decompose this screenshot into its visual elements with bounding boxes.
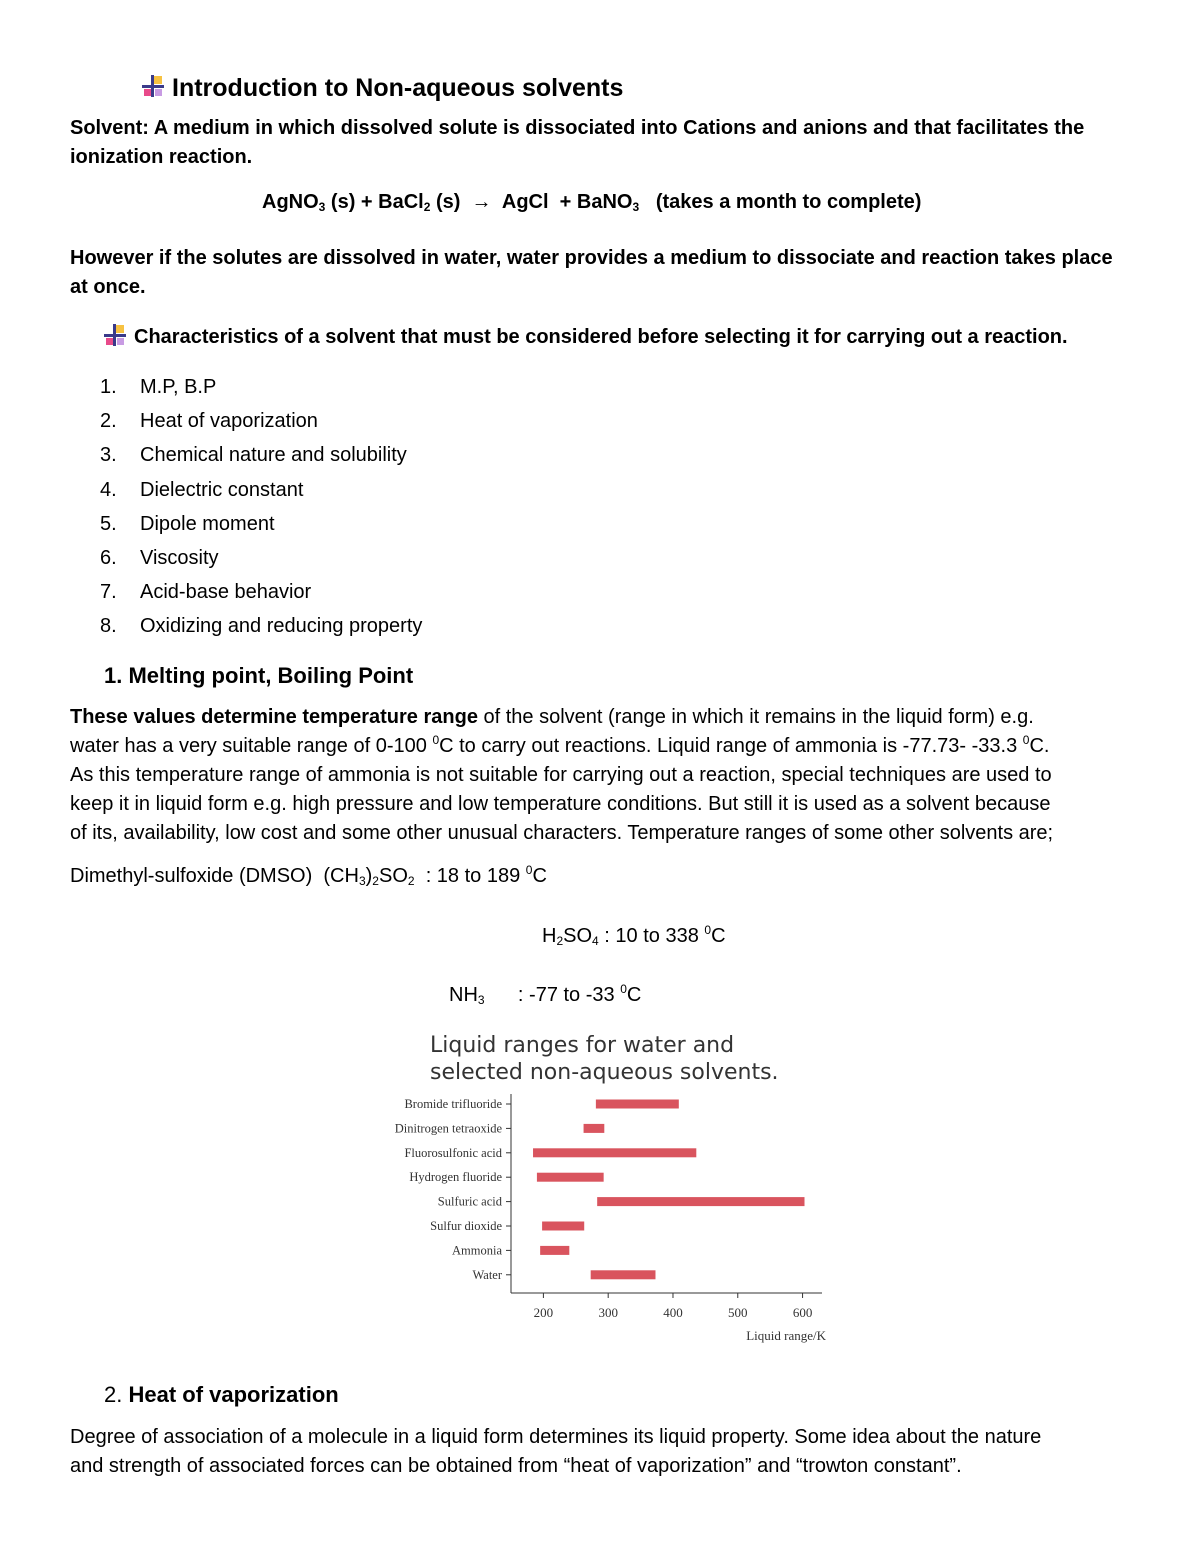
list-label: Dielectric constant	[140, 478, 304, 501]
section1-line4: keep it in liquid form e.g. high pressure and low temperature conditions. But still it is used as a solvent because	[70, 793, 1051, 815]
x-tick-label: 300	[598, 1305, 618, 1320]
range-bar	[537, 1173, 604, 1182]
section1-line2c: C.	[1029, 735, 1050, 757]
x-tick-label: 400	[663, 1305, 683, 1320]
eq-sub: 3	[632, 200, 640, 214]
range-bar	[596, 1100, 679, 1109]
h2so4-sub: 2	[556, 934, 564, 948]
nh3-a: NH	[449, 984, 478, 1006]
list-item	[100, 372, 422, 406]
y-tick-label: Fluorosulfonic acid	[404, 1145, 502, 1160]
h2so4-range	[542, 922, 726, 951]
degree-mark: 0	[432, 733, 440, 747]
list-label: Heat of vaporization	[140, 410, 318, 433]
section2-line1: Degree of association of a molecule in a liquid form determines its liquid property. Some idea about the nature	[70, 1426, 1042, 1448]
liquid-range-chart	[362, 1028, 842, 1348]
eq-note: (takes a month to complete)	[639, 191, 922, 213]
eq-part2: (s) → AgCl + BaNO	[430, 191, 633, 213]
degree-mark: 0	[704, 923, 712, 937]
h2so4-sub: 4	[592, 934, 599, 948]
x-tick-label: 600	[792, 1305, 813, 1320]
y-tick-label: Sulfuric acid	[437, 1194, 502, 1209]
degree-mark: 0	[620, 982, 627, 996]
h2so4-a: H	[542, 925, 557, 947]
list-label: Viscosity	[140, 546, 219, 569]
solvent-definition	[70, 114, 1140, 172]
x-tick-label: 200	[533, 1305, 554, 1320]
however-paragraph	[70, 244, 1140, 302]
chart-title-line2: selected non-aqueous solvents.	[430, 1060, 779, 1085]
degree-mark: 0	[525, 863, 533, 877]
section1-line5: of its, availability, low cost and some other unusual characters. Temperature ranges of some other solvents are;	[70, 822, 1054, 844]
y-tick-label: Hydrogen fluoride	[409, 1170, 502, 1185]
section2-title	[104, 1380, 339, 1410]
eq-sub: 3	[318, 200, 326, 214]
x-tick-label: 500	[728, 1305, 748, 1320]
dmso-b: )	[365, 865, 373, 887]
eq-part1: (s) + BaCl	[325, 191, 424, 213]
nh3-e: C	[626, 984, 642, 1006]
section1-paragraph	[70, 703, 1150, 848]
list-number: 4.	[100, 478, 117, 501]
eq-sub: 2	[423, 200, 431, 214]
dmso-range	[70, 862, 547, 891]
y-tick-label: Water	[472, 1267, 502, 1282]
bullet-cross-icon	[142, 75, 164, 97]
range-bar	[584, 1124, 605, 1133]
list-item	[100, 440, 422, 474]
range-bar	[597, 1197, 804, 1206]
list-item	[100, 611, 422, 645]
list-label: Chemical nature and solubility	[140, 444, 407, 467]
list-number: 7.	[100, 581, 117, 604]
eq-agno3: AgNO	[262, 191, 319, 213]
range-bar	[540, 1246, 569, 1255]
y-tick-label: Sulfur dioxide	[430, 1219, 502, 1233]
list-label: Dipole moment	[140, 512, 275, 535]
list-number: 3.	[100, 444, 117, 467]
chart-title-line1: Liquid ranges for water and	[430, 1033, 735, 1058]
section2-heading: Heat of vaporization	[128, 1382, 339, 1407]
dmso-e: C	[532, 865, 547, 887]
y-tick-label: Bromide trifluoride	[404, 1097, 502, 1111]
range-bar	[591, 1270, 656, 1279]
range-bar	[533, 1148, 696, 1157]
solvent-definition-line2: ionization reaction.	[70, 146, 253, 168]
y-tick-label: Dinitrogen tetraoxide	[394, 1121, 502, 1136]
nh3-range	[449, 981, 641, 1010]
dmso-d: : 18 to 189	[414, 865, 526, 887]
list-number: 8.	[100, 615, 117, 638]
dmso-a: Dimethyl-sulfoxide (DMSO) (CH	[70, 865, 359, 887]
chart-plot	[362, 1028, 842, 1348]
h2so4-b: SO	[563, 925, 593, 947]
y-tick-label: Ammonia	[452, 1243, 502, 1258]
however-line1: However if the solutes are dissolved in water, water provides a medium to dissociate and reaction takes place	[70, 247, 1113, 269]
section2-paragraph	[70, 1423, 1150, 1481]
list-item	[100, 577, 422, 611]
section1-line2	[70, 732, 1150, 761]
x-axis-label: Liquid range/K	[746, 1328, 826, 1343]
list-item	[100, 475, 422, 509]
characteristics-heading: Characteristics of a solvent that must be considered before selecting it for carrying out a reaction.	[134, 326, 1068, 348]
list-item	[100, 406, 422, 440]
section1-title: 1. Melting point, Boiling Point	[104, 663, 414, 688]
h2so4-c: : 10 to 338	[598, 925, 705, 947]
section2-line2: and strength of associated forces can be obtained from “heat of vaporization” and “trowton constant”.	[70, 1455, 962, 1477]
list-item	[100, 509, 422, 543]
degree-mark: 0	[1022, 733, 1030, 747]
list-number: 1.	[100, 376, 117, 398]
nh3-sub: 3	[477, 993, 485, 1007]
section1-bold-lead: These values determine temperature range	[70, 706, 478, 728]
list-label: Oxidizing and reducing property	[140, 615, 423, 638]
dmso-sub: 2	[407, 874, 415, 888]
list-number: 6.	[100, 546, 117, 569]
section1-line1-rest: of the solvent (range in which it remains in the liquid form) e.g.	[477, 706, 1034, 728]
list-item	[100, 543, 422, 577]
list-label: Acid-base behavior	[140, 581, 312, 604]
h2so4-e: C	[711, 925, 726, 947]
section1-line1	[70, 703, 1150, 732]
section1-line3: As this temperature range of ammonia is not suitable for carrying out a reaction, special techniques are used to	[70, 764, 1052, 786]
dmso-c: SO	[378, 865, 408, 887]
page-title: Introduction to Non-aqueous solvents	[172, 74, 624, 102]
nh3-b: : -77 to -33	[484, 984, 621, 1006]
dmso-sub: 3	[358, 874, 366, 888]
list-number: 2.	[100, 410, 117, 433]
solvent-definition-line1: Solvent: A medium in which dissolved solute is dissociated into Cations and anions and that facilitates the	[70, 117, 1085, 139]
section1-line2b: C to carry out reactions. Liquid range of ammonia is -77.73- -33.3	[439, 735, 1023, 757]
section1-line2a: water has a very suitable range of 0-100	[70, 735, 433, 757]
section2-number: 2.	[104, 1382, 129, 1407]
however-line2: at once.	[70, 276, 146, 298]
dmso-sub: 2	[372, 874, 379, 888]
bullet-cross-icon	[104, 324, 126, 346]
list-label: M.P, B.P	[140, 376, 217, 398]
list-number: 5.	[100, 512, 117, 535]
reaction-equation	[262, 188, 921, 217]
characteristics-list	[100, 372, 422, 646]
range-bar	[542, 1222, 584, 1231]
